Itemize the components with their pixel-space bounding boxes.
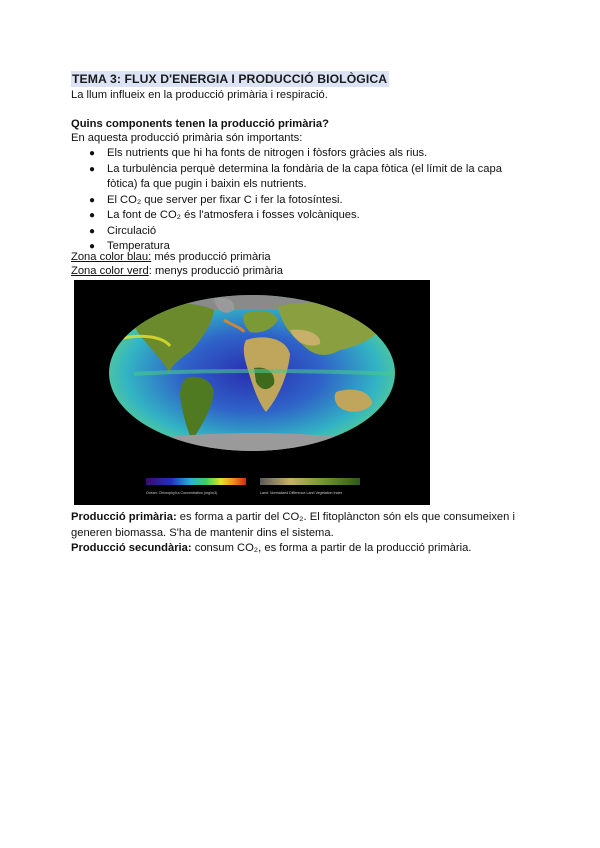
bullet-icon: ● xyxy=(89,148,96,159)
land-scale-bar xyxy=(260,478,360,485)
secondary-label: Producció secundària: xyxy=(71,542,192,554)
bullet-icon: ● xyxy=(89,225,96,237)
intro-text: La llum influeix en la producció primària i respiració. xyxy=(71,89,328,101)
ocean-scale-caption: Ocean: Chlorophyll a Concentration (mg/m3) xyxy=(146,491,218,495)
zone-blue-label: Zona color blau: xyxy=(71,251,152,263)
ocean-scale-bar xyxy=(146,478,246,485)
bullet-icon: ● xyxy=(89,241,96,252)
zone-blue-text: més producció primària xyxy=(151,251,271,263)
bullet-icon: ● xyxy=(89,210,96,221)
world-productivity-map xyxy=(74,280,430,505)
map-image xyxy=(74,280,430,505)
lead-text: En aquesta producció primària són importants: xyxy=(71,132,303,144)
primary-label: Producció primària: xyxy=(71,511,177,523)
list-item: ● El CO₂ que server per fixar C i fer la fotosíntesi. xyxy=(71,193,531,209)
zone-green-text: : menys producció primària xyxy=(148,265,284,277)
secondary-production-paragraph xyxy=(71,541,531,557)
secondary-text: consum CO₂, es forma a partir de la producció primària. xyxy=(191,542,472,554)
zone-green-line xyxy=(71,265,283,277)
page-title: TEMA 3: FLUX D'ENERGIA I PRODUCCIÓ BIOLÒGICA xyxy=(72,72,388,86)
components-list xyxy=(71,146,531,255)
bullet-icon: ● xyxy=(89,194,96,206)
list-item: ● La turbulència perquè determina la fondària de la capa fòtica (el límit de la capa fòtica) fa que pugin i baixin els nutrients. xyxy=(89,162,502,190)
bullet-icon: ● xyxy=(89,163,96,175)
land-scale-caption: Land: Normalized Difference Land Vegetation Index xyxy=(260,491,343,495)
list-item: ● La font de CO₂ és l'atmosfera i fosses volcàniques. xyxy=(71,208,531,224)
zone-blue-line xyxy=(71,251,271,263)
zone-green-label: Zona color verd xyxy=(71,265,149,277)
primary-production-paragraph xyxy=(71,510,531,541)
list-item: ● Circulació xyxy=(71,224,531,240)
list-item: ● Els nutrients que hi ha fonts de nitrogen i fòsfors gràcies als rius. xyxy=(71,146,531,162)
primary-text: es forma a partir del CO₂. El fitoplàncton són els que consumeixen i generen biomassa. S'ha de mantenir dins el sistema. xyxy=(71,511,515,539)
list-item: ● Temperatura xyxy=(71,239,531,255)
section-question: Quins components tenen la producció primària? xyxy=(71,118,329,130)
